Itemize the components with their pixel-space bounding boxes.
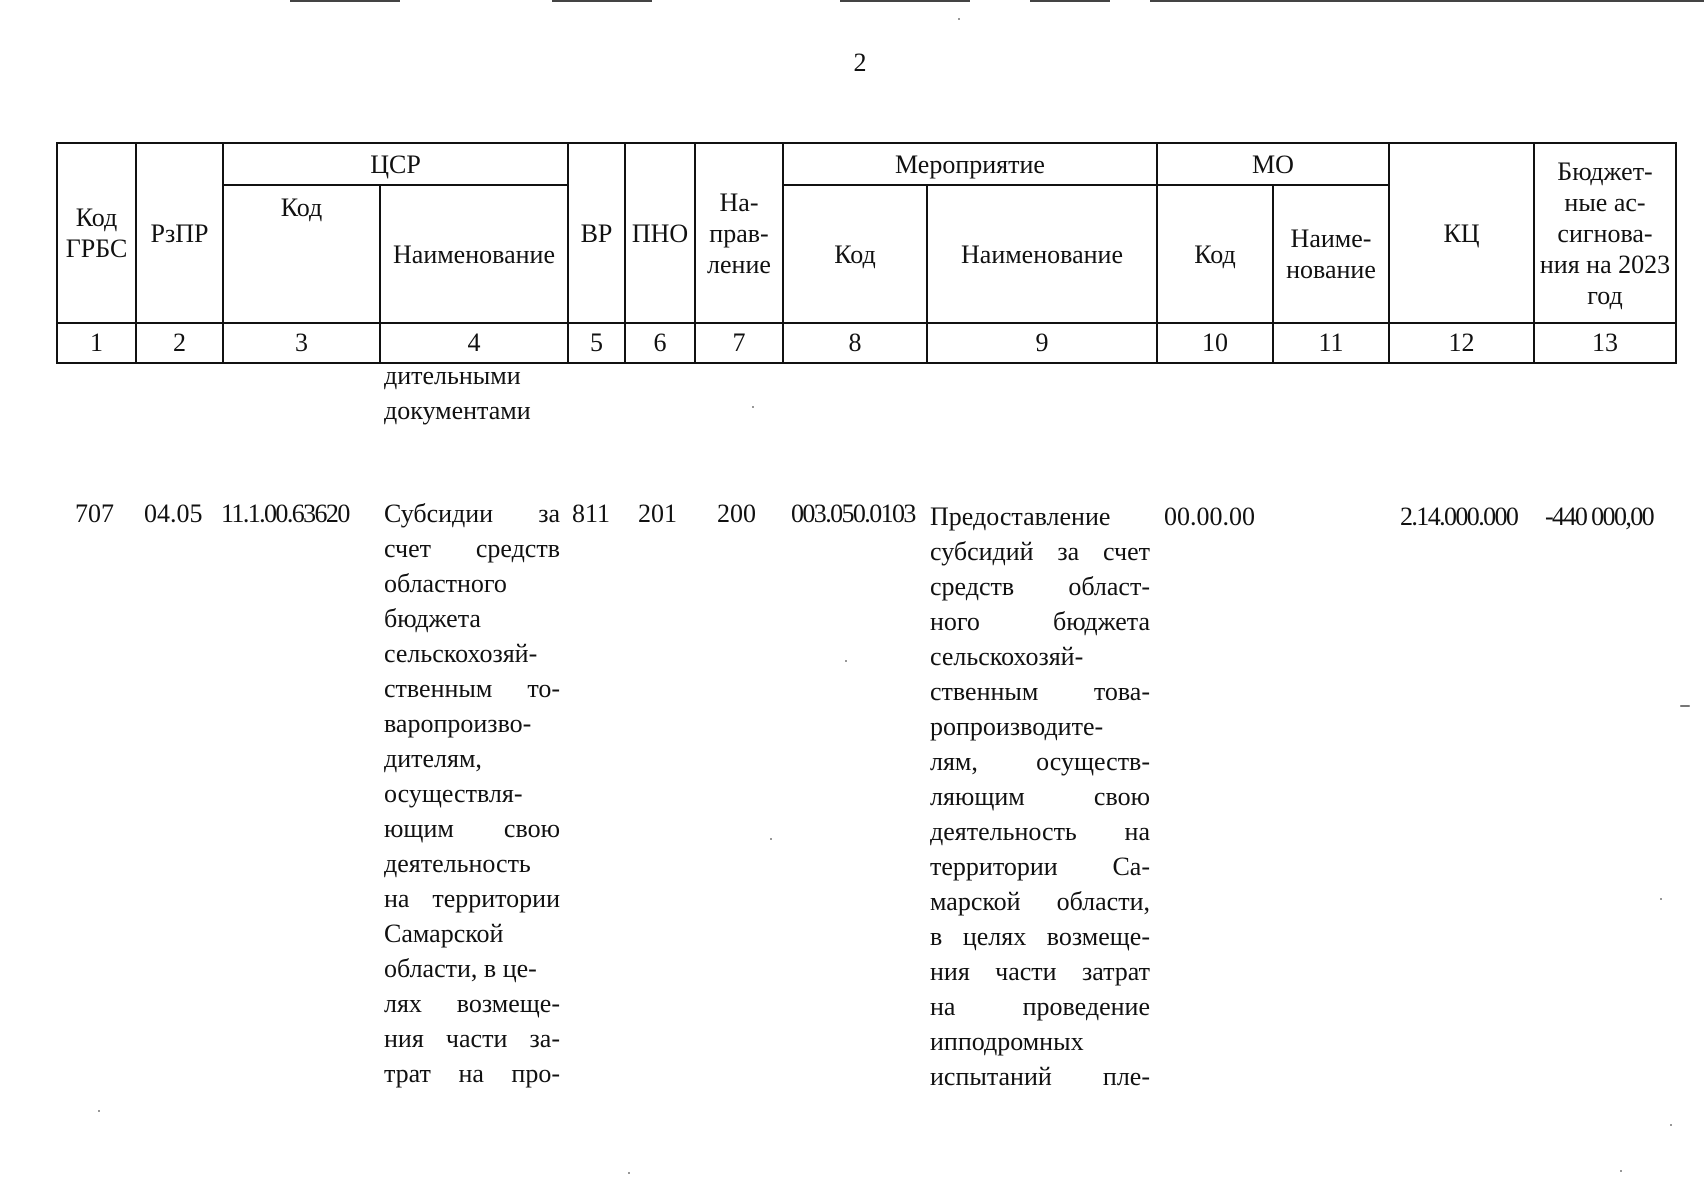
text-line: ипподромных [930,1027,1084,1056]
text-line: на проведение [930,992,1150,1021]
budget-table [56,142,1677,364]
text-line: ственным това- [930,677,1150,706]
scan-speck [1680,705,1690,707]
column-number: 6 [625,323,695,363]
scan-artifact-line [840,0,970,2]
column-number: 13 [1534,323,1676,363]
text-line: лям, осуществ- [930,747,1150,776]
text-line: областного [384,569,507,598]
column-number: 4 [380,323,568,363]
header-vr: ВР [568,143,625,323]
header-kc: КЦ [1389,143,1534,323]
column-number: 11 [1273,323,1389,363]
scan-speck [1660,898,1662,900]
text-line: марской области, [930,887,1150,916]
cell-rzpr: 04.05 [144,499,203,528]
text-line: ропроизводите- [930,712,1104,741]
text-line: ния части за- [384,1024,560,1053]
column-number-row [57,323,1676,363]
cell-kod-grbs: 707 [75,499,114,528]
cell-csr-name-word: Субсидии [384,499,494,528]
cell-csr-kod: 11.1.00.63620 [221,499,349,528]
header-event-group: Мероприятие [783,143,1157,185]
header-budget: Бюджет- ные ас- сигнова- ния на 2023 год [1534,143,1676,323]
scan-speck [98,1110,100,1112]
header-mo-name: Наиме- нование [1273,185,1389,323]
header-csr-group: ЦСР [223,143,568,185]
scan-artifact-line [1150,0,1704,2]
column-number: 2 [136,323,223,363]
header-mo-kod: Код [1157,185,1273,323]
cell-kc: 2.14.000.000 [1400,502,1518,531]
table-header-row [57,143,1676,185]
scan-speck [845,660,847,662]
text-line: на территории [384,884,560,913]
text-line: ния части затрат [930,957,1150,986]
scan-speck [770,838,772,840]
cell-csr-name [384,531,560,1091]
text-line: ющим свою [384,814,560,843]
text-line: Предоставление [930,502,1111,531]
text-line: испытаний пле- [930,1062,1150,1091]
cell-event-kod: 003.050.0103 [791,499,915,528]
page-number: 2 [853,48,867,77]
header-csr-kod: Код [223,185,380,323]
text-line: территории Са- [930,852,1150,881]
cell-mo-kod: 00.00.00 [1164,502,1255,531]
text-line: варопроизво- [384,709,532,738]
column-number: 7 [695,323,783,363]
cell-budget: -440 000,00 [1545,502,1654,531]
header-csr-name: Наименование [380,185,568,323]
text-line: сельскохозяй- [384,639,538,668]
text-line: деятельность на [930,817,1150,846]
continuation-text [384,358,531,428]
text-line: ного бюджета [930,607,1150,636]
cell-napravlenie: 200 [717,499,756,528]
text-line: лях возмеще- [384,989,560,1018]
text-line: ственным то- [384,674,560,703]
text-line: средств област- [930,572,1150,601]
cell-event-name [930,499,1150,1094]
cell-vr: 811 [572,499,611,528]
text-line: в целях возмеще- [930,922,1150,951]
text-line: области, в це- [384,954,537,983]
column-number: 9 [927,323,1157,363]
scan-speck [1670,1124,1672,1126]
scan-speck [1620,1170,1622,1172]
header-mo-group: МО [1157,143,1389,185]
text-line: бюджета [384,604,481,633]
cell-csr-name-first-line [384,496,560,531]
text-line: ляющим свою [930,782,1150,811]
header-napravlenie: На- прав- ление [695,143,783,323]
scan-speck [628,1172,630,1174]
text-line: деятельность [384,849,531,878]
column-number: 5 [568,323,625,363]
scan-artifact-line [1030,0,1110,2]
header-rzpr: РзПР [136,143,223,323]
text-line: сельскохозяй- [930,642,1084,671]
text-line: счет средств [384,534,560,563]
scan-speck [752,406,754,408]
text-line: дителям, [384,744,482,773]
scan-artifact-line [552,0,652,2]
cell-csr-name-word: за [538,499,560,528]
scan-artifact-line [290,0,400,2]
scan-speck [958,18,960,20]
column-number: 12 [1389,323,1534,363]
continuation-line: документами [384,396,531,425]
column-number: 10 [1157,323,1273,363]
header-kod-grbs: Код ГРБС [57,143,136,323]
header-event-name: Наименование [927,185,1157,323]
column-number: 8 [783,323,927,363]
text-line: субсидий за счет [930,537,1150,566]
column-number: 1 [57,323,136,363]
header-pno: ПНО [625,143,695,323]
text-line: осуществля- [384,779,523,808]
continuation-line: дительными [384,361,521,390]
column-number: 3 [223,323,380,363]
header-event-kod: Код [783,185,927,323]
text-line: Самарской [384,919,504,948]
cell-pno: 201 [638,499,677,528]
text-line: трат на про- [384,1059,560,1088]
